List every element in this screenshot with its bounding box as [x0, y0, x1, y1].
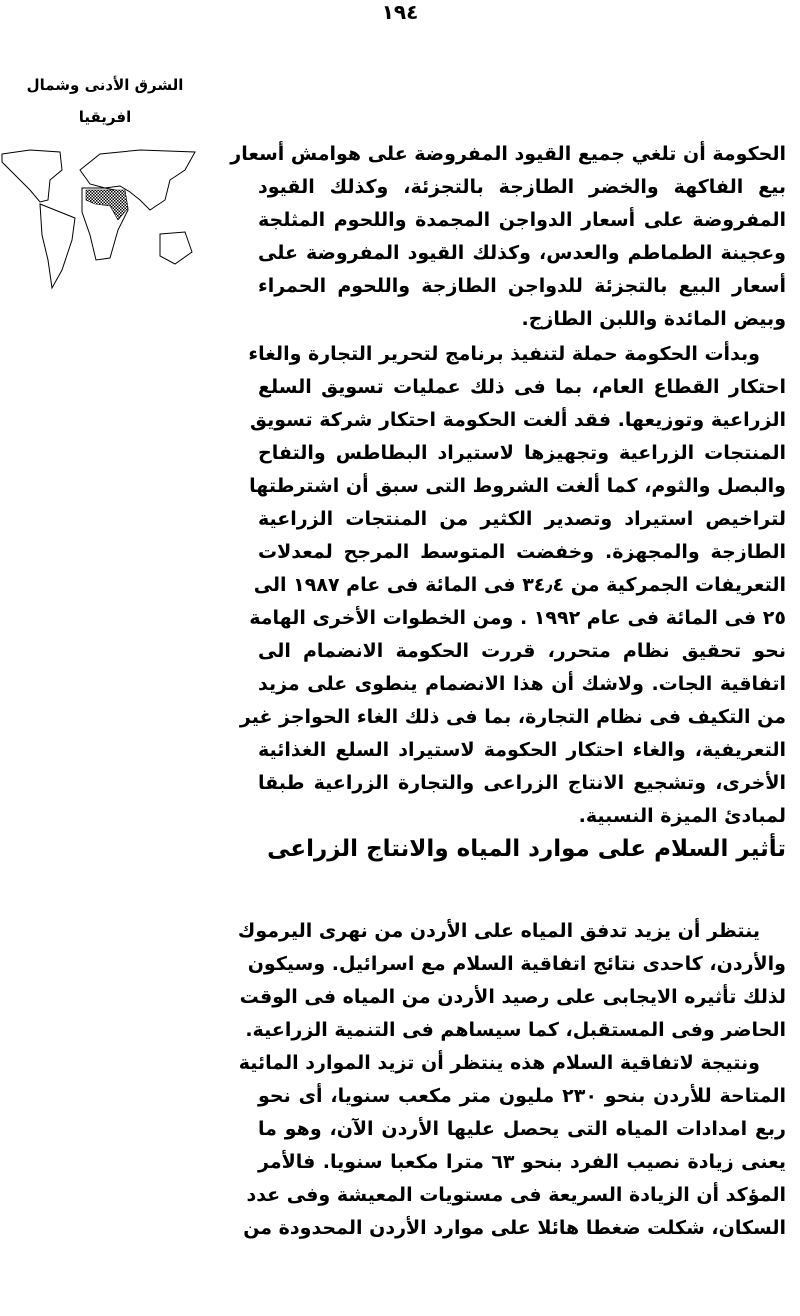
- text-line: والبصل والثوم، كما ألغت الشروط التى سبق أن اشترطتها: [249, 475, 786, 497]
- text-line: الأخرى، وتشجيع الانتاج الزراعى والتجارة الزراعية طبقا: [258, 772, 786, 794]
- text-line: المنتجات الزراعية وتجهيزها لاستيراد البطاطس والتفاح: [258, 442, 786, 464]
- text-line: الطازجة والمجهزة. وخفضت المتوسط المرجح لمعدلات: [258, 541, 786, 563]
- paragraph-4: [238, 1047, 787, 1245]
- text-line: ربع امدادات المياه التى يحصل عليها الأردن الآن، وهو ما: [258, 1118, 786, 1140]
- text-line: المفروضة على أسعار الدواجن المجمدة واللحوم المثلجة: [258, 209, 786, 231]
- text-line: وعجينة الطماطم والعدس، وكذلك القيود المفروضة على: [258, 242, 786, 264]
- text-line: الزراعية وتوزيعها. فقد ألغت الحكومة احتكار شركة تسويق: [250, 409, 786, 431]
- text-line: التعريفات الجمركية من ٣٤٫٤ فى المائة فى عام ١٩٨٧ الى: [253, 574, 786, 596]
- paragraph-3: [237, 915, 786, 1047]
- text-line: المؤكد أن الزيادة السريعة فى مستويات المعيشة وفى عدد: [246, 1184, 786, 1206]
- text-line: نحو تحقيق نظام متحرر، قررت الحكومة الانضمام الى: [258, 640, 786, 662]
- text-line: الحاضر وفى المستقبل، كما سيساهم فى التنمية الزراعية.: [245, 1019, 786, 1041]
- text-line: لتراخيص استيراد وتصدير الكثير من المنتجات الزراعية: [258, 508, 786, 530]
- text-line: الحكومة أن تلغي جميع القيود المفروضة على هوامش أسعار: [230, 143, 786, 165]
- world-map-icon: [0, 140, 200, 300]
- text-line: ينتظر أن يزيد تدفق المياه على الأردن من نهرى اليرموك: [237, 920, 760, 942]
- text-line: اتفاقية الجات. ولاشك أن هذا الانضمام ينطوى على مزيد: [258, 673, 786, 695]
- page-number: ١٩٤: [381, 0, 419, 24]
- text-line: المتاحة للأردن بنحو ٢٣٠ مليون متر مكعب سنويا، أى نحو: [258, 1085, 787, 1107]
- text-line: احتكار القطاع العام، بما فى ذلك عمليات تسويق السلع: [258, 376, 786, 398]
- region-title: الشرق الأدنى وشمال: [26, 76, 184, 94]
- text-line: من التكيف فى نظام التجارة، بما فى ذلك الغاء الحواجز غير: [239, 706, 786, 728]
- text-line: يعنى زيادة نصيب الفرد بنحو ٦٣ مترا مكعبا سنويا. فالأمر: [258, 1151, 786, 1173]
- text-line: أسعار البيع بالتجزئة للدواجن الطازجة واللحوم الحمراء: [258, 275, 786, 297]
- paragraph-2: [239, 338, 786, 833]
- text-line: وبيض المائدة واللبن الطازج.: [521, 308, 786, 330]
- text-line: وبدأت الحكومة حملة لتنفيذ برنامج لتحرير التجارة والغاء: [248, 343, 760, 365]
- text-line: بيع الفاكهة والخضر الطازجة بالتجزئة، وكذلك القيود: [258, 176, 786, 198]
- section-heading: تأثير السلام على موارد المياه والانتاج الزراعى: [267, 836, 786, 862]
- text-line: السكان، شكلت ضغطا هائلا على موارد الأردن المحدودة من: [243, 1217, 786, 1239]
- region-title-2: افريقيا: [78, 108, 132, 126]
- paragraph-1: [230, 138, 786, 336]
- text-line: ٢٥ فى المائة فى عام ١٩٩٢ . ومن الخطوات الأخرى الهامة: [249, 607, 786, 629]
- text-line: والأردن، كاحدى نتائج اتفاقية السلام مع اسرائيل. وسيكون: [247, 953, 786, 975]
- text-line: ونتيجة لاتفاقية السلام هذه ينتظر أن تزيد الموارد المائية: [238, 1052, 760, 1074]
- text-line: لذلك تأثيره الايجابى على رصيد الأردن من المياه فى الوقت: [239, 986, 786, 1008]
- text-line: لمبادئ الميزة النسبية.: [578, 805, 786, 827]
- text-line: التعريفية، والغاء احتكار الحكومة لاستيراد السلع الغذائية: [258, 739, 786, 761]
